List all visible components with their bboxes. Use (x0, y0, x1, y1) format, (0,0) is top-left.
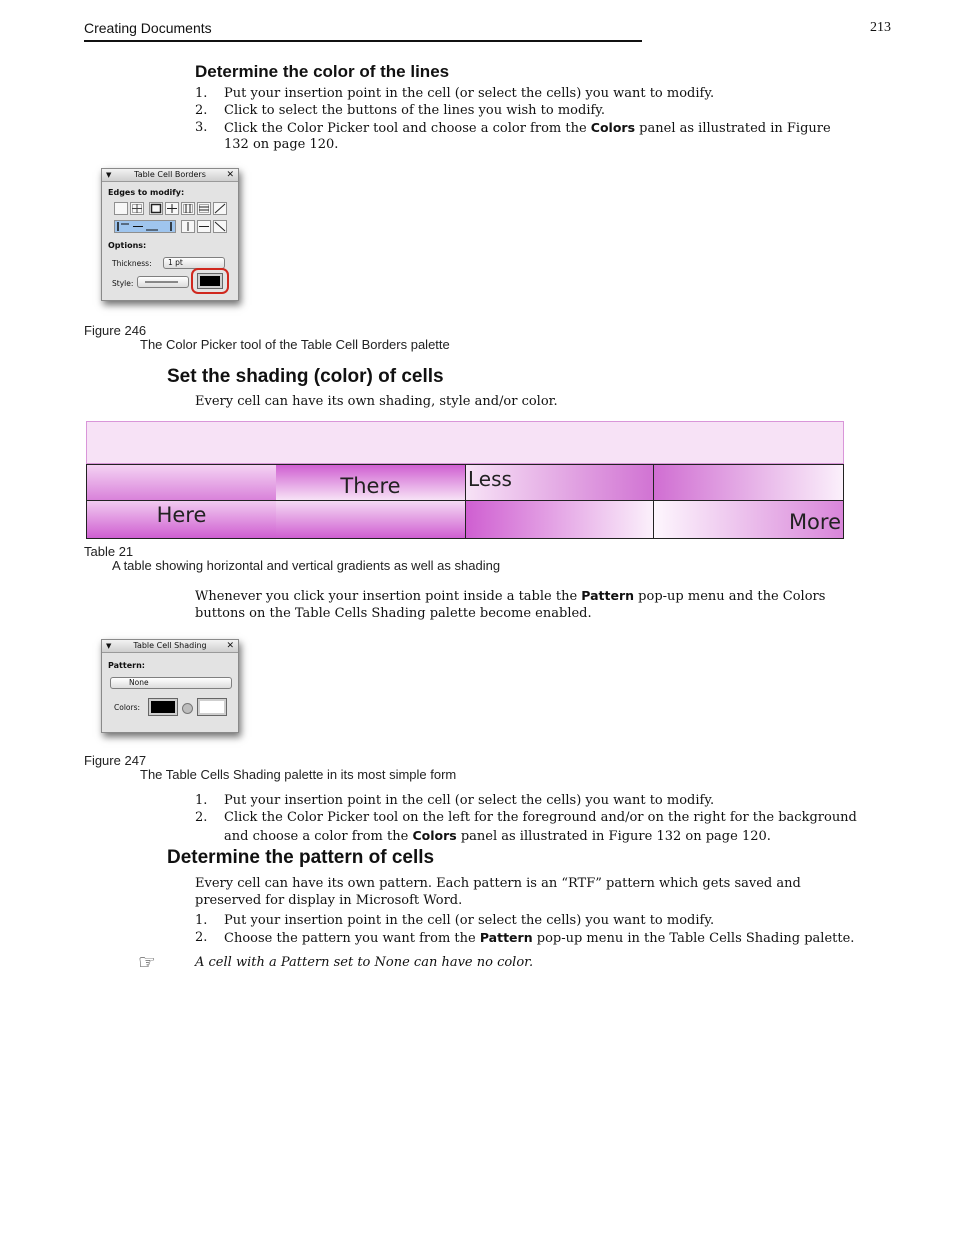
step-number: 1. (195, 793, 208, 808)
edge-selected-group[interactable] (114, 220, 176, 233)
step-number: 2. (195, 930, 208, 945)
diagonal-down-icon (214, 221, 226, 232)
table-21-caption: A table showing horizontal and vertical gradients as well as shading (112, 558, 501, 573)
diagonal-up-icon (214, 203, 226, 214)
pattern-popup[interactable]: None (110, 677, 232, 689)
shading-intro: Every cell can have its own shading, style and/or color. (195, 394, 558, 409)
edge-outline-button[interactable] (149, 202, 163, 215)
colors-keyword: Colors (412, 828, 457, 843)
figure-247-label: Figure 247 (84, 753, 147, 768)
pattern-intro-line-1: Every cell can have its own pattern. Each pattern is an “RTF” pattern which gets saved and (195, 876, 801, 891)
edges-label: Edges to modify: (108, 188, 185, 197)
step-text (224, 119, 831, 137)
section-heading-shading: Set the shading (color) of cells (167, 366, 444, 387)
step-text-continued: 132 on page 120. (224, 137, 339, 152)
pattern-steps (195, 912, 895, 948)
edge-vertical-button[interactable] (181, 202, 195, 215)
line-color-steps (195, 85, 895, 155)
table-cell-less: Less (465, 464, 653, 501)
pointing-hand-icon: ☞ (138, 950, 156, 974)
figure-247-caption: The Table Cells Shading palette in its most simple form (140, 767, 457, 782)
table-cell-there: There (276, 464, 465, 501)
foreground-color-swatch[interactable] (149, 699, 177, 715)
horizontal-lines-icon (198, 203, 210, 214)
section-heading-pattern: Determine the pattern of cells (167, 847, 435, 868)
edge-center-vertical-button[interactable] (181, 220, 195, 233)
grid-icon (131, 203, 143, 214)
running-title: Creating Documents (84, 20, 212, 36)
step-text: Click the Color Picker tool on the left for the foreground and/or on the right for the background (224, 810, 857, 825)
step-number: 3. (195, 120, 208, 135)
outline-icon (150, 203, 162, 214)
center-horizontal-icon (198, 221, 210, 232)
edge-horizontal-button[interactable] (197, 202, 211, 215)
pattern-label: Pattern: (108, 661, 145, 670)
table-cell (653, 464, 844, 501)
shading-steps (195, 792, 895, 846)
background-color-swatch[interactable] (198, 699, 226, 715)
step-text: Put your insertion point in the cell (or select the cells) you want to modify. (224, 86, 715, 101)
style-label: Style: (112, 279, 134, 288)
pattern-keyword: Pattern (581, 588, 635, 603)
step-text-post: pop-up menu in the Table Cells Shading palette. (532, 931, 855, 946)
vertical-lines-icon (182, 203, 194, 214)
edge-diagonal-up-button[interactable] (213, 202, 227, 215)
step-number: 2. (195, 103, 208, 118)
shading-demo-table (86, 421, 844, 539)
pattern-enabled-paragraph (195, 587, 875, 622)
thickness-label: Thickness: (112, 259, 152, 268)
step-text: Put your insertion point in the cell (or select the cells) you want to modify. (224, 793, 715, 808)
table-cell-here: Here (86, 501, 276, 539)
table-cell-shading-palette (101, 639, 239, 733)
step-text-pre: Click the Color Picker tool and choose a color from the (224, 121, 591, 136)
collapse-triangle-icon[interactable]: ▼ (106, 171, 112, 179)
palette-title-bar (102, 640, 238, 653)
para-pre: Whenever you click your insertion point inside a table the (195, 589, 582, 604)
center-vertical-icon (182, 221, 194, 232)
close-icon[interactable]: ✕ (226, 641, 234, 651)
table-cell-borders-palette (101, 168, 239, 301)
colors-keyword: Colors (590, 120, 636, 135)
step-text-pre: Choose the pattern you want from the (224, 931, 480, 946)
figure-246-label: Figure 246 (84, 323, 147, 338)
step-number: 1. (195, 913, 208, 928)
pattern-intro-line-2: preserved for display in Microsoft Word. (195, 893, 463, 908)
header-rule (84, 40, 642, 42)
page-number: 213 (870, 20, 891, 35)
line-style-icon (142, 277, 182, 287)
pattern-keyword: Pattern (479, 930, 533, 945)
swap-colors-icon[interactable] (182, 703, 193, 714)
step-text-pre: and choose a color from the (224, 829, 413, 844)
step-text-continued (224, 827, 771, 845)
line-style-popup[interactable] (137, 276, 189, 288)
step-text: Click to select the buttons of the lines you wish to modify. (224, 103, 606, 118)
note-text: A cell with a Pattern set to None can have no color. (195, 955, 534, 970)
step-text-post: panel as illustrated in Figure (635, 121, 831, 136)
table-header-row (86, 421, 844, 464)
para-post: pop-up menu and the Colors (634, 589, 826, 604)
palette-title: Table Cell Borders (134, 170, 206, 179)
edge-grid-button[interactable] (130, 202, 144, 215)
section-heading-line-color: Determine the color of the lines (195, 62, 450, 81)
step-text (224, 929, 854, 947)
edge-center-horizontal-button[interactable] (197, 220, 211, 233)
color-picker-swatch[interactable] (198, 274, 222, 288)
para-line-2: buttons on the Table Cells Shading palette become enabled. (195, 606, 592, 621)
table-cell (86, 464, 276, 501)
collapse-triangle-icon[interactable]: ▼ (106, 642, 112, 650)
step-number: 1. (195, 86, 208, 101)
table-21-label: Table 21 (84, 544, 134, 559)
selected-edges-icon (115, 221, 175, 232)
pattern-intro (195, 875, 885, 909)
edge-none-button[interactable] (114, 202, 128, 215)
edge-diagonal-down-button[interactable] (213, 220, 227, 233)
step-text: Put your insertion point in the cell (or select the cells) you want to modify. (224, 913, 715, 928)
step-number: 2. (195, 810, 208, 825)
thickness-popup[interactable]: 1 pt (163, 257, 225, 269)
step-text-post: panel as illustrated in Figure 132 on page 120. (456, 829, 771, 844)
colors-label: Colors: (114, 703, 141, 712)
table-cell (465, 501, 653, 539)
options-label: Options: (108, 241, 147, 250)
close-icon[interactable]: ✕ (226, 170, 234, 180)
table-cell (276, 501, 465, 539)
palette-title: Table Cell Shading (133, 641, 207, 650)
inside-lines-icon (166, 203, 178, 214)
edge-inside-button[interactable] (165, 202, 179, 215)
figure-246-caption: The Color Picker tool of the Table Cell Borders palette (140, 337, 450, 352)
table-cell-more: More (653, 501, 844, 539)
palette-title-bar (102, 169, 238, 182)
